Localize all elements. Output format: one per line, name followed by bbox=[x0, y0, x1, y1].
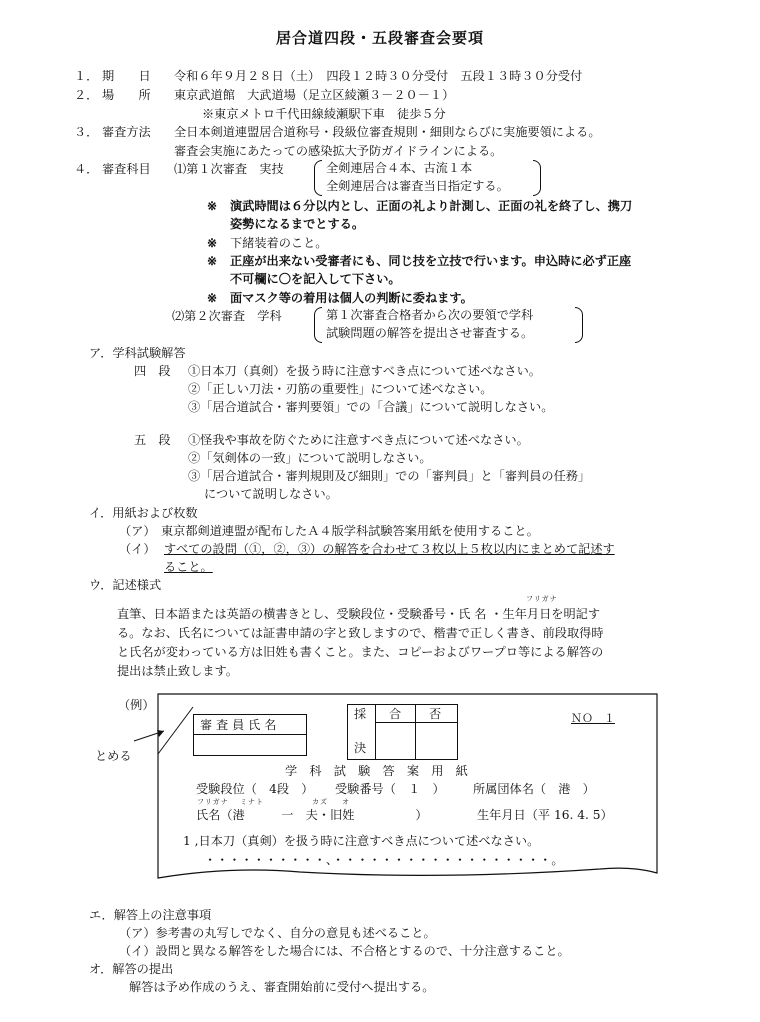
section-o-head: オ．解答の提出 bbox=[89, 962, 174, 976]
furigana-label: フリガナ bbox=[526, 595, 558, 603]
item-place-no: ２． bbox=[74, 88, 99, 102]
grading-ketsu: 決 bbox=[354, 741, 367, 755]
section-u-line1: 直筆、日本語または英語の横書きとし、受験段位・受験番号・氏 名 ・生年月日を明記す bbox=[117, 607, 601, 621]
grading-fail: 否 bbox=[429, 707, 442, 721]
section-e-head: エ．解答上の注意事項 bbox=[89, 908, 212, 922]
godan-q1: ①怪我や事故を防ぐために注意すべき点について述べなさい。 bbox=[188, 433, 529, 447]
item-place-note: ※東京メトロ千代田線綾瀬駅下車 徒歩５分 bbox=[202, 107, 446, 121]
examinee-name: 氏名（港 一 夫・旧姓 ） bbox=[196, 808, 428, 822]
name-furigana-minato: ミナト bbox=[240, 798, 264, 806]
grading-box-divider bbox=[375, 722, 457, 723]
examiner-box-divider bbox=[193, 734, 306, 735]
note-mark: ※ bbox=[207, 236, 218, 250]
note-mark: ※ bbox=[207, 254, 218, 268]
section-u-line4: 提出は禁止致します。 bbox=[117, 664, 238, 678]
section-u-line3: と氏名が変わっている方は旧姓も書くこと。また、コピーおよびワープロ等による解答の bbox=[117, 645, 604, 659]
section-i-p1-mark: （ア） bbox=[119, 524, 156, 538]
item-place-text: 東京武道館 大武道場（足立区綾瀬３－２０－１） bbox=[174, 88, 455, 102]
section-a-head: ア．学科試験解答 bbox=[89, 346, 186, 360]
item-date-label: 期 日 bbox=[102, 69, 151, 83]
exam-number: 受験番号（ １ ） bbox=[335, 782, 445, 796]
section-u-line2: る。なお、氏名については証書申請の字と致しますので、楷書で正しく書き、前段取得時 bbox=[117, 626, 604, 640]
note-3-line1: 正座が出来ない受審者にも、同じ技を立技で行います。申込時に必ず正座 bbox=[230, 254, 632, 268]
item-method-no: ３． bbox=[74, 125, 99, 139]
staple-label: とめる bbox=[95, 749, 132, 763]
first-exam-line2: 全剣連居合は審査当日指定する。 bbox=[326, 179, 509, 193]
yondan-label: 四 段 bbox=[134, 364, 171, 378]
exam-rank: 受験段位（ 4段 ） bbox=[196, 782, 314, 796]
item-method-label: 審査方法 bbox=[102, 125, 151, 139]
section-e-p2: （イ）設問と異なる解答をした場合には、不合格とするので、十分注意すること。 bbox=[119, 944, 570, 958]
section-i-p2: すべての設問（①，②，③）の解答を合わせて３枚以上５枚以内にまとめて記述す bbox=[164, 542, 615, 556]
grading-box-divider bbox=[375, 704, 376, 759]
note-2-line1: 下緒装着のこと。 bbox=[230, 236, 328, 250]
answer-sheet-title: 学 科 試 験 答 案 用 紙 bbox=[285, 764, 468, 778]
second-exam-line2: 試験問題の解答を提出させ審査する。 bbox=[326, 326, 534, 340]
section-e-p1: （ア）参考書の丸写しでなく、自分の意見も述べること。 bbox=[119, 926, 436, 940]
section-i-p2-mark: （イ） bbox=[119, 542, 156, 556]
example-answer-dots: ・・・・・・・・・・、・・・・・・・・・・・・・・・・・・。 bbox=[204, 853, 564, 867]
note-4-line1: 面マスク等の着用は個人の判断に委ねます。 bbox=[230, 291, 473, 305]
godan-q3-cont: について説明しなさい。 bbox=[204, 487, 338, 501]
name-furigana-label: フリガナ bbox=[197, 798, 229, 806]
item-method-line1: 全日本剣道連盟居合道称号・段級位審査規則・細則ならびに実施要領による。 bbox=[174, 125, 601, 139]
second-exam-head: ⑵第２次審査 学科 bbox=[172, 309, 282, 323]
godan-q2: ②「気剣体の一致」について説明しなさい。 bbox=[188, 451, 432, 465]
note-mark: ※ bbox=[207, 291, 218, 305]
note-3-line2: 不可欄に〇を記入して下さい。 bbox=[230, 272, 401, 286]
name-furigana-kazu: カズ bbox=[312, 798, 328, 806]
section-u-head: ウ．記述様式 bbox=[89, 578, 162, 592]
section-i-p1: 東京都剣道連盟が配布したＡ４版学科試験答案用紙を使用すること。 bbox=[161, 524, 539, 538]
example-label: （例） bbox=[118, 698, 155, 712]
godan-label: 五 段 bbox=[134, 433, 171, 447]
example-question: 1 ,日本刀（真剣）を扱う時に注意すべき点について述べなさい。 bbox=[183, 834, 540, 848]
yondan-q3: ③「居合道試合・審判要領」での「合議」について説明しなさい。 bbox=[188, 400, 554, 414]
second-exam-line1: 第１次審査合格者から次の要領で学科 bbox=[326, 308, 534, 322]
organization: 所属団体名（ 港 ） bbox=[473, 782, 595, 796]
item-method-line2: 審査会実施にあたっての感染拡大予防ガイドラインによる。 bbox=[174, 144, 503, 158]
section-i-head: イ．用紙および枚数 bbox=[89, 506, 198, 520]
grading-pass: 合 bbox=[389, 707, 402, 721]
item-date-no: １． bbox=[74, 69, 99, 83]
examiner-label: 審 査 員 氏 名 bbox=[200, 718, 277, 732]
note-1-line1: 演武時間は６分以内とし、正面の礼より計測し、正面の礼を終了し、携刀 bbox=[230, 199, 633, 213]
name-furigana-o: オ bbox=[342, 798, 350, 806]
first-exam-head: ⑴第１次審査 実技 bbox=[174, 162, 284, 176]
yondan-q1: ①日本刀（真剣）を扱う時に注意すべき点について述べなさい。 bbox=[188, 364, 541, 378]
birth-date: 生年月日（平 16. 4. 5） bbox=[477, 808, 613, 822]
item-date-text: 令和６年９月２８日（土） 四段１２時３０分受付 五段１３時３０分受付 bbox=[174, 69, 583, 83]
item-subjects-no: ４． bbox=[74, 162, 99, 176]
yondan-q2: ②「正しい刀法・刃筋の重要性」について述べなさい。 bbox=[188, 382, 493, 396]
grading-box-divider bbox=[415, 704, 416, 759]
note-mark: ※ bbox=[207, 199, 218, 213]
item-place-label: 場 所 bbox=[102, 88, 151, 102]
sheet-number: ＮＯ １ bbox=[571, 712, 615, 725]
note-1-line2: 姿勢になるまでとする。 bbox=[230, 217, 365, 231]
first-exam-line1: 全剣連居合４本、古流１本 bbox=[326, 161, 473, 175]
grading-sai: 採 bbox=[354, 707, 367, 721]
section-o-p1: 解答は予め作成のうえ、審査開始前に受付へ提出する。 bbox=[129, 980, 435, 994]
section-i-p2-cont: ること。 bbox=[164, 560, 213, 574]
page-title: 居合道四段・五段審査会要項 bbox=[275, 29, 484, 47]
godan-q3: ③「居合道試合・審判規則及び細則」での「審判員」と「審判員の任務」 bbox=[188, 469, 591, 483]
item-subjects-label: 審査科目 bbox=[102, 162, 151, 176]
